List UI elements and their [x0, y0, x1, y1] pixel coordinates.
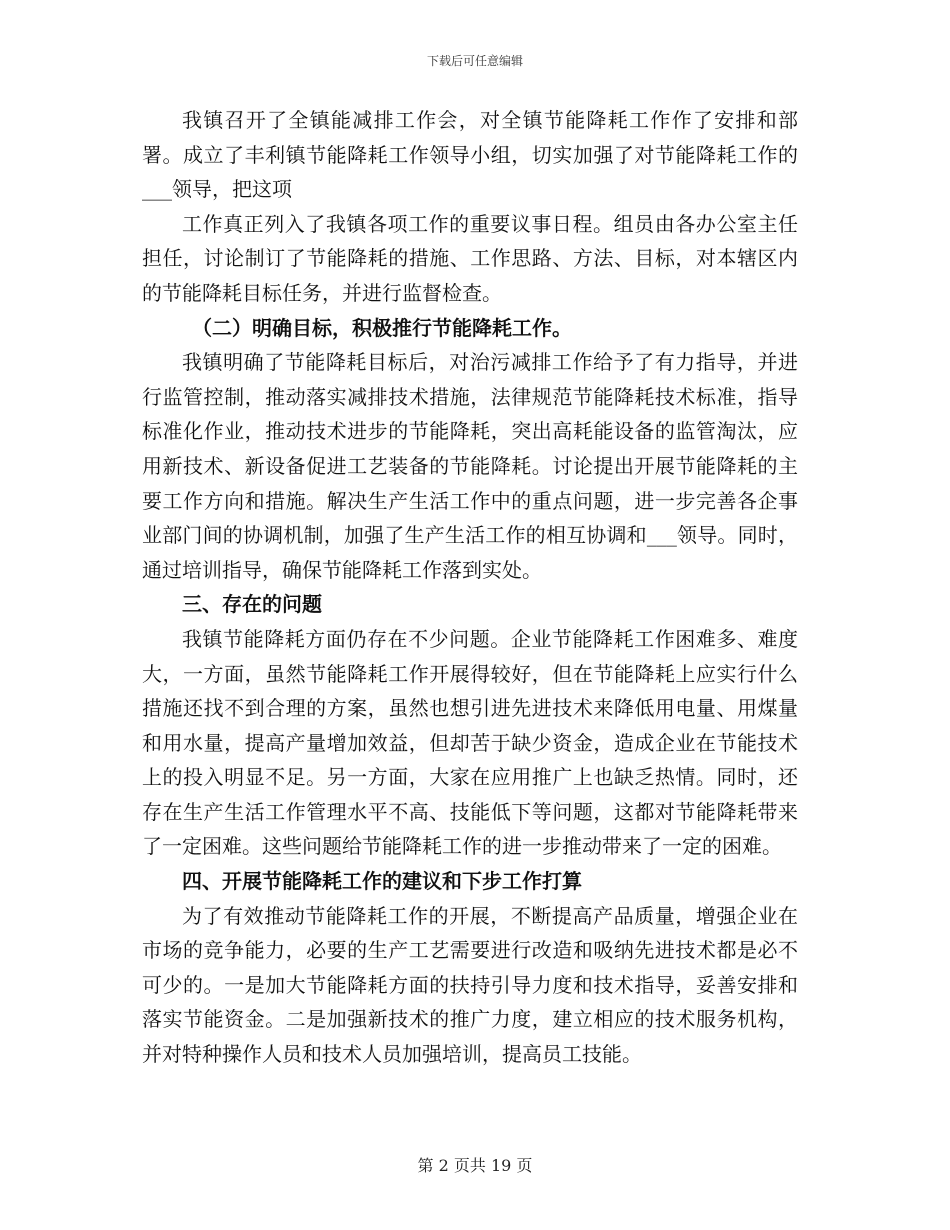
page-footer: 第 2 页共 19 页: [417, 1156, 533, 1175]
document-body: [142, 103, 798, 1072]
paragraph-suggestions: 为了有效推动节能降耗工作的开展，不断提高产品质量，增强企业在市场的竞争能力，必要的生产工艺需要进行改造和吸纳先进技术都是必不可少的。一是加大节能降耗方面的扶持引导力度和技术指导，妥善安排和落实节能资金。二是加强新技术的推广力度，建立相应的技术服务机构，并对特种操作人员和技术人员加强培训，提高员工技能。: [142, 903, 798, 1067]
paragraph-problems: 我镇节能降耗方面仍存在不少问题。企业节能降耗工作困难多、难度大，一方面，虽然节能降耗工作开展得较好，但在节能降耗上应实行什么措施还找不到合理的方案，虽然也想引进先进技术来降低用电量、用煤量和用水量，提高产量增加效益，但却苦于缺少资金，造成企业在节能技术上的投入明显不足。另一方面，大家在应用推广上也缺乏热情。同时，还存在生产生活工作管理水平不高、技能低下等问题，这都对节能降耗带来了一定困难。这些问题给节能降耗工作的进一步推动带来了一定的困难。: [142, 626, 798, 859]
page-header: 下载后可任意编辑: [426, 54, 523, 68]
paragraph-agenda: 工作真正列入了我镇各项工作的重要议事日程。组员由各办公室主任担任，讨论制订了节能降耗的措施、工作思路、方法、目标，对本辖区内的节能降耗目标任务，并进行监督检查。: [142, 211, 798, 305]
section-heading-problems: 三、存在的问题: [182, 592, 322, 617]
section-heading-goals: （二）明确目标，积极推行节能降耗工作。: [192, 315, 572, 340]
section-heading-suggestions: 四、开展节能降耗工作的建议和下步工作打算: [182, 869, 582, 894]
paragraph-goals: 我镇明确了节能降耗目标后，对治污减排工作给予了有力指导，并进行监管控制，推动落实减排技术措施，法律规范节能降耗技术标准，指导标准化作业，推动技术进步的节能降耗，突出高耗能设备的监管淘汰，应用新技术、新设备促进工艺装备的节能降耗。讨论提出开展节能降耗的主要工作方向和措施。解决生产生活工作中的重点问题，进一步完善各企事业部门间的协调机制，加强了生产生活工作的相互协调和___领导。同时，通过培训指导，确保节能降耗工作落到实处。: [142, 350, 798, 582]
paragraph-leadership: 我镇召开了全镇能减排工作会，对全镇节能降耗工作作了安排和部署。成立了丰利镇节能降耗工作领导小组，切实加强了对节能降耗工作的___领导，把这项: [142, 108, 798, 202]
